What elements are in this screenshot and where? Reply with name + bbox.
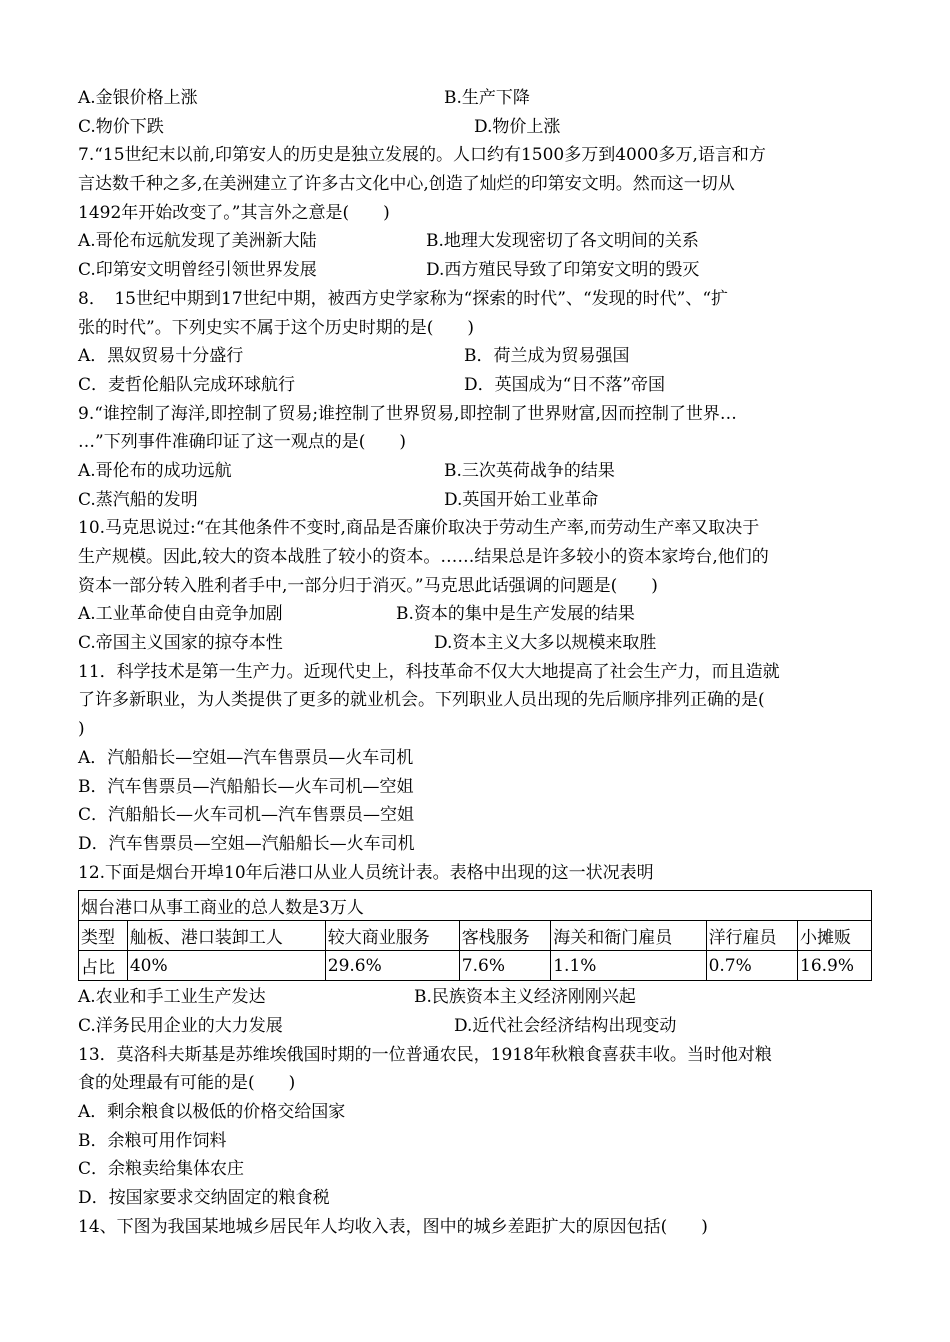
q10-option-a: A.工业革命使自由竞争加剧 <box>78 604 283 625</box>
q7-stem-line3: 1492年开始改变了。”其言外之意是( ) <box>78 202 390 223</box>
q7-stem-line1: 7.“15世纪末以前,印第安人的历史是独立发展的。人口约有1500多万到4000多万,语言和方 <box>78 145 766 166</box>
q10-option-b: B.资本的集中是生产发展的结果 <box>396 604 635 625</box>
q8-option-c: C．麦哲伦船队完成环球航行 <box>78 374 296 395</box>
q12-option-a: A.农业和手工业生产发达 <box>78 987 266 1008</box>
table-header-cell: 小摊贩 <box>798 921 872 951</box>
table-cell: 0.7% <box>706 951 797 981</box>
q9-stem-line1: 9.“谁控制了海洋,即控制了贸易;谁控制了世界贸易,即控制了世界财富,因而控制了世界… <box>78 403 737 424</box>
q8-stem-line2: 张的时代”。下列史实不属于这个历史时期的是( ) <box>78 317 474 338</box>
q13-option-b: B．余粮可用作饲料 <box>78 1130 227 1151</box>
table-header-cell: 客栈服务 <box>459 921 550 951</box>
table-header-cell: 洋行雇员 <box>706 921 797 951</box>
q7-option-a: A.哥伦布远航发现了美洲新大陆 <box>78 231 317 252</box>
q7-stem-line2: 言达数千种之多,在美洲建立了许多古文化中心,创造了灿烂的印第安文明。然而这一切从 <box>78 174 735 195</box>
q13-option-c: C．余粮卖给集体农庄 <box>78 1159 245 1180</box>
q6-option-b: B.生产下降 <box>444 88 530 108</box>
table-cell: 占比 <box>79 951 128 981</box>
q10-option-d: D.资本主义大多以规模来取胜 <box>434 633 657 654</box>
q8-options-row2 <box>78 371 878 400</box>
q11-option-d: D．汽车售票员—空姐—汽船船长—火车司机 <box>78 833 415 854</box>
table-cell: 29.6% <box>325 951 459 981</box>
q6-options-row2 <box>78 113 878 142</box>
q9-options-row2 <box>78 486 878 515</box>
q9-option-d: D.英国开始工业革命 <box>444 489 599 510</box>
table-cell: 16.9% <box>798 951 872 981</box>
table-header-cell: 类型 <box>79 921 128 951</box>
q9-option-c: C.蒸汽船的发明 <box>78 489 198 510</box>
q10-stem-line2: 生产规模。因此,较大的资本战胜了较小的资本。……结果总是许多较小的资本家垮台,他们的 <box>78 547 769 567</box>
q12-option-b: B.民族资本主义经济刚刚兴起 <box>414 987 636 1008</box>
table-header-cell: 海关和衙门雇员 <box>551 921 706 951</box>
q7-options-row1 <box>78 227 878 256</box>
q10-options-row2 <box>78 629 878 658</box>
q6-option-d: D.物价上涨 <box>474 116 561 137</box>
q7-option-b: B.地理大发现密切了各文明间的关系 <box>426 231 699 252</box>
q9-option-a: A.哥伦布的成功远航 <box>78 460 232 481</box>
q11-stem-line1: 11．科学技术是第一生产力。近现代史上，科技革命不仅大大地提高了社会生产力，而且造就 <box>78 661 780 682</box>
q10-options-row1 <box>78 600 878 629</box>
q12-option-c: C.洋务民用企业的大力发展 <box>78 1015 283 1036</box>
q11-option-b: B．汽车售票员—汽船船长—火车司机—空姐 <box>78 776 414 797</box>
q10-stem-line3: 资本一部分转入胜利者手中,一部分归于消灭。”马克思此话强调的问题是( ) <box>78 575 658 596</box>
q11-option-c: C．汽船船长—火车司机—汽车售票员—空姐 <box>78 805 415 826</box>
table-header-cell: 较大商业服务 <box>325 921 459 951</box>
table-header-row <box>79 921 872 951</box>
q10-stem-line1: 10.马克思说过:“在其他条件不变时,商品是否廉价取决于劳动生产率,而劳动生产率又取决于 <box>78 518 760 539</box>
q12-options-row1 <box>78 983 878 1012</box>
q8-stem-line1: 8． 15世纪中期到17世纪中期，被西方史学家称为“探索的时代”、“发现的时代”、“扩 <box>78 288 729 309</box>
table-title: 烟台港口从事工商业的总人数是3万人 <box>79 891 872 921</box>
q8-option-b: B．荷兰成为贸易强国 <box>464 346 630 367</box>
q8-option-d: D．英国成为“日不落”帝国 <box>464 374 666 395</box>
q11-option-a: A．汽船船长—空姐—汽车售票员—火车司机 <box>78 747 414 768</box>
q6-option-a: A.金银价格上涨 <box>78 88 198 108</box>
q11-stem-line3: ) <box>78 719 85 740</box>
q11-stem-line2: 了许多新职业，为人类提供了更多的就业机会。下列职业人员出现的先后顺序排列正确的是( <box>78 690 765 711</box>
q12-options-row2 <box>78 1012 878 1041</box>
table-row <box>79 951 872 981</box>
table-cell: 7.6% <box>459 951 550 981</box>
table-header-cell: 舢板、港口装卸工人 <box>127 921 325 951</box>
q13-stem-line2: 食的处理最有可能的是( ) <box>78 1073 296 1094</box>
q8-options-row1 <box>78 342 878 371</box>
q6-option-c: C.物价下跌 <box>78 116 164 137</box>
q8-option-a: A．黑奴贸易十分盛行 <box>78 346 244 367</box>
exam-page <box>78 84 878 1241</box>
q9-stem-line2: …”下列事件准确印证了这一观点的是( ) <box>78 432 406 453</box>
q7-option-c: C.印第安文明曾经引领世界发展 <box>78 260 317 281</box>
port-employment-table <box>78 890 872 981</box>
q7-options-row2 <box>78 256 878 285</box>
q6-options-row1 <box>78 84 878 113</box>
q7-option-d: D.西方殖民导致了印第安文明的毁灭 <box>426 260 700 281</box>
q13-stem-line1: 13．莫洛科夫斯基是苏维埃俄国时期的一位普通农民，1918年秋粮食喜获丰收。当时他对粮 <box>78 1044 772 1065</box>
q14-stem: 14、下图为我国某地城乡居民年人均收入表，图中的城乡差距扩大的原因包括( ) <box>78 1216 708 1237</box>
table-cell: 40% <box>127 951 325 981</box>
q9-options-row1 <box>78 457 878 486</box>
q10-option-c: C.帝国主义国家的掠夺本性 <box>78 633 283 654</box>
q13-option-d: D．按国家要求交纳固定的粮食税 <box>78 1188 330 1209</box>
q12-option-d: D.近代社会经济结构出现变动 <box>454 1015 677 1036</box>
table-cell: 1.1% <box>551 951 706 981</box>
q13-option-a: A．剩余粮食以极低的价格交给国家 <box>78 1102 346 1122</box>
table-title-row <box>79 891 872 921</box>
q9-option-b: B.三次英荷战争的结果 <box>444 460 615 481</box>
q12-stem: 12.下面是烟台开埠10年后港口从业人员统计表。表格中出现的这一状况表明 <box>78 862 654 883</box>
